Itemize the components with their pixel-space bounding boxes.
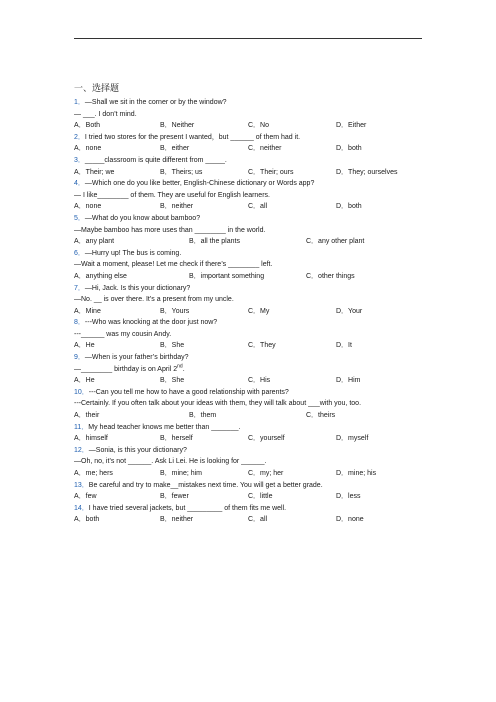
question-item [74,178,424,213]
question-text: _____classroom is quite different from _____. [84,156,227,164]
question-text: —What do you know about bamboo? [84,214,201,222]
question-stem [74,503,424,515]
question-item [74,445,424,480]
question-item [74,97,424,132]
question-item [74,213,424,248]
answer-option-c: C．other things [306,272,355,280]
question-list [74,97,424,526]
answer-option-c: C．my; her [248,470,284,477]
answer-option-c: C．No [248,122,270,130]
question-stem [74,97,424,109]
answer-option-d: D．none [336,516,364,524]
question-stem [74,317,424,329]
answer-options [74,306,424,318]
answer-option-a: A．himself [74,435,108,443]
answer-options [74,491,424,503]
question-text: —Hurry up! The bus is coming. [84,249,182,257]
question-number: 11． [74,423,89,431]
answer-options [74,468,424,480]
answer-option-a: A．me; hers [74,470,113,477]
answer-option-a: A．Mine [74,307,101,315]
answer-option-b: B．neither [160,203,194,211]
exam-content [74,83,424,526]
question-number: 14． [74,504,89,512]
question-dialogue-line: —No. __ is over there. It’s a present from my uncle. [74,296,234,304]
question-dialogue-line: —Oh, no, it’s not ______. Ask Li Lei. He is looking for ______. [74,458,267,466]
answer-option-d: D．mine; his [336,470,377,477]
answer-options [74,340,424,352]
question-text: —Which one do you like better, English-Chinese dictionary or Words app? [84,180,315,188]
question-text: —Sonia, is this your dictionary? [88,446,187,454]
question-item [74,155,424,178]
answer-option-a: A．both [74,516,100,524]
answer-option-a: A．He [74,377,95,385]
question-stem [74,132,424,144]
dialogue-text: —________ birthday is on April 2 [74,365,178,373]
question-item [74,317,424,352]
question-number: 7． [74,284,85,292]
answer-option-d: D．both [336,203,362,211]
header-rule [74,38,422,39]
answer-options [74,514,424,526]
question-item [74,132,424,155]
answer-option-b: B．neither [160,516,194,524]
answer-option-a: A．He [74,342,95,350]
answer-option-c: C．theirs [306,412,336,420]
question-stem [74,248,424,260]
question-item [74,422,424,445]
question-text: —When is your father’s birthday? [84,354,189,362]
question-text: Be careful and try to make__mistakes next time. You will get a better grade. [88,481,323,489]
answer-option-c: C．little [248,493,273,501]
answer-options [74,271,424,283]
answer-option-a: A．Their; we [74,168,115,176]
answer-options [74,120,424,132]
answer-option-d: D．Your [336,307,363,315]
answer-option-b: B．either [160,145,190,153]
answer-option-b: B．She [160,377,185,385]
answer-option-c: C．any other plant [306,238,365,246]
question-stem [74,178,424,190]
answer-option-b: B．Neither [160,122,195,130]
answer-option-d: D．Either [336,122,367,130]
answer-option-c: C．My [248,307,270,315]
question-item [74,283,424,318]
answer-option-d: D．both [336,145,362,153]
answer-option-c: C．His [248,377,271,385]
question-stem [74,213,424,225]
question-stem [74,387,424,399]
answer-option-d: D．myself [336,435,369,443]
question-text: —Hi, Jack. Is this your dictionary? [84,284,191,292]
question-dialogue-line: —Maybe bamboo has more uses than ________ in the world. [74,226,266,234]
answer-options [74,410,424,422]
question-stem [74,155,424,167]
answer-option-d: D．It [336,342,352,350]
question-number: 3． [74,156,85,164]
answer-option-a: A．none [74,203,102,211]
dialogue-text: . [182,365,185,373]
answer-option-a: A．any plant [74,238,115,246]
question-number: 2． [74,133,85,141]
question-item [74,248,424,283]
answer-option-d: D．Him [336,377,361,385]
answer-option-c: C．all [248,203,268,211]
question-number: 6． [74,249,85,257]
question-stem [74,445,424,457]
question-stem [74,283,424,295]
question-number: 5． [74,214,85,222]
answer-option-d: D．less [336,493,361,501]
question-text: ---Who was knocking at the door just now? [84,319,218,327]
question-text: My head teacher knows me better than _______. [88,423,241,431]
question-number: 8． [74,319,85,327]
question-item [74,503,424,526]
question-stem [74,352,424,364]
question-number: 12． [74,446,89,454]
question-stem [74,480,424,492]
answer-option-b: B．them [189,412,217,420]
answer-option-c: C．all [248,516,268,524]
question-dialogue-line: ---Certainly. If you often talk about your ideas with them, they will talk about ___with you, too. [74,400,362,408]
question-number: 13． [74,481,89,489]
question-dialogue-line: —Wait a moment, please! Let me check if there’s ________ left. [74,261,273,269]
answer-option-b: B．important something [189,272,265,280]
answer-options [74,201,424,213]
question-dialogue-line [74,364,424,376]
answer-options [74,375,424,387]
question-number: 1． [74,99,85,106]
question-number: 4． [74,180,85,188]
question-text: ---Can you tell me how to have a good relationship with parents? [88,388,289,396]
answer-option-d: D．They; ourselves [336,168,398,176]
answer-option-b: B．She [160,342,185,350]
answer-option-a: A．few [74,493,97,501]
question-text: —Shall we sit in the corner or by the window? [84,99,227,106]
question-item [74,387,424,422]
answer-option-a: A．their [74,412,100,420]
ordinal-suffix: nd [177,363,183,370]
answer-option-b: B．Yours [160,307,190,315]
question-text: I have tried several jackets, but _________ of them fits me well. [88,504,287,512]
section-title: 一、选择题 [74,83,120,93]
answer-option-a: A．anything else [74,272,127,280]
answer-option-a: A．none [74,145,102,153]
answer-option-c: C．They [248,342,276,350]
question-dialogue-line: — I like________ of them. They are useful for English learners. [74,191,270,199]
question-number: 10． [74,388,89,396]
answer-option-b: B．fewer [160,493,189,501]
answer-option-b: B．herself [160,435,193,443]
answer-options [74,433,424,445]
answer-option-a: A．Both [74,122,101,130]
answer-option-b: B．mine; him [160,470,203,477]
answer-options [74,143,424,155]
answer-options [74,167,424,179]
question-item [74,352,424,387]
question-text: I tried two stores for the present I wanted，but ______ of them had it. [84,133,301,141]
answer-option-b: B．all the plants [189,238,240,246]
answer-option-b: B．Theirs; us [160,168,203,176]
question-dialogue-line: — ___. I don’t mind. [74,110,137,118]
question-number: 9． [74,354,85,362]
question-item [74,480,424,503]
answer-option-c: C．neither [248,145,282,153]
answer-option-c: C．yourself [248,435,285,443]
question-stem [74,422,424,434]
answer-options [74,236,424,248]
question-dialogue-line: ---______ was my cousin Andy. [74,330,172,338]
answer-option-c: C．Their; ours [248,168,294,176]
